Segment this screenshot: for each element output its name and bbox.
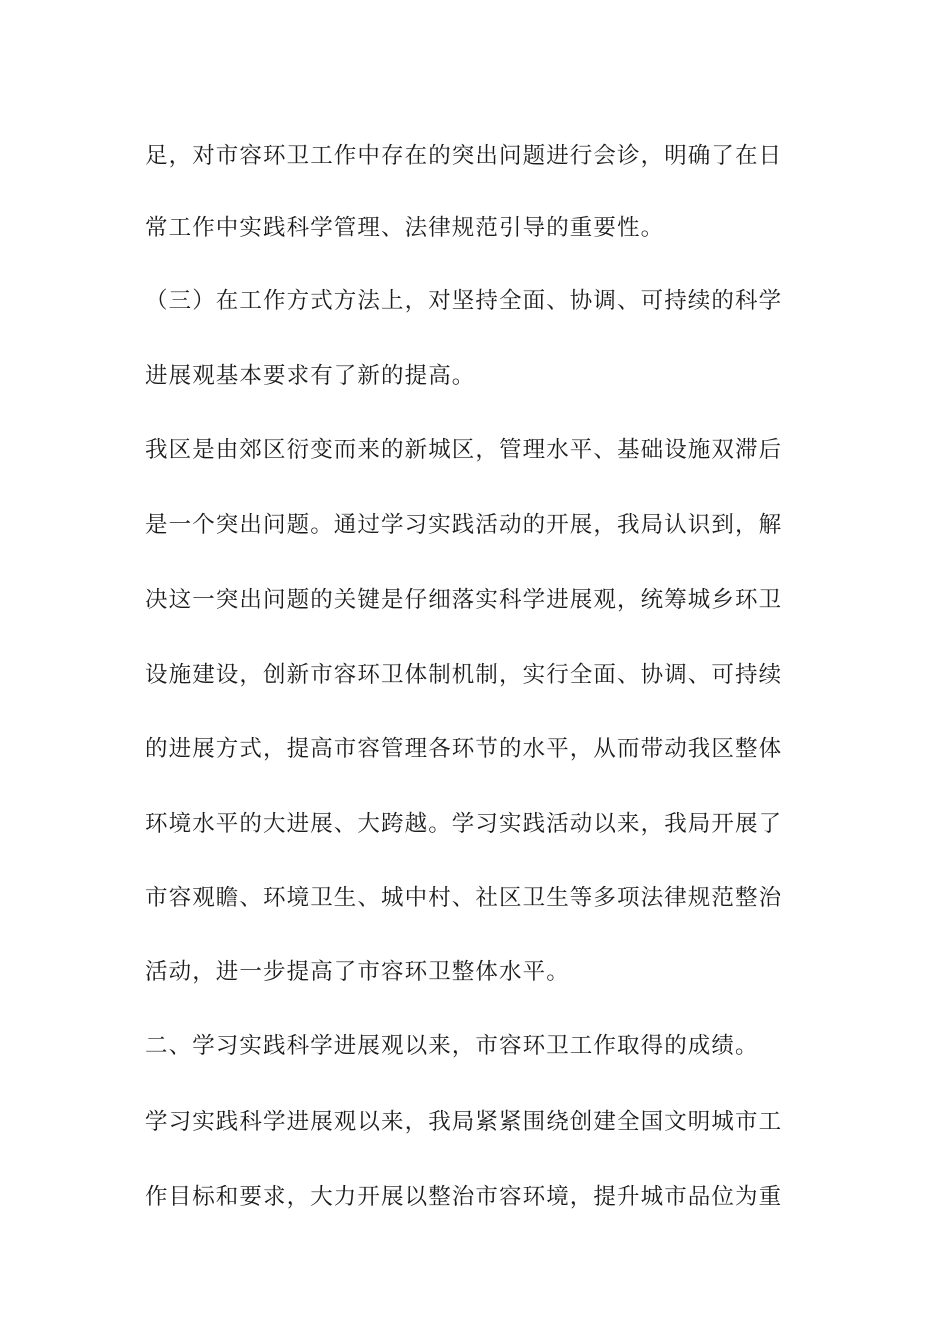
section-heading: 二、学习实践科学进展观以来，市容环卫工作取得的成绩。	[145, 1033, 759, 1059]
text-line: 决这一突出问题的关键是仔细落实科学进展观，统筹城乡环卫	[145, 587, 783, 613]
text-line: 活动，进一步提高了市容环卫整体水平。	[145, 959, 570, 985]
text-line: 作目标和要求，大力开展以整治市容环境，提升城市品位为重	[145, 1184, 783, 1210]
text-line: 足，对市容环卫工作中存在的突出问题进行会诊，明确了在日	[145, 143, 783, 169]
text-line: 学习实践科学进展观以来，我局紧紧围绕创建全国文明城市工	[145, 1109, 783, 1135]
text-line: 进展观基本要求有了新的提高。	[145, 363, 476, 389]
text-line: 的进展方式，提高市容管理各环节的水平，从而带动我区整体	[145, 736, 783, 762]
text-line: 环境水平的大进展、大跨越。学习实践活动以来，我局开展了	[145, 811, 783, 837]
text-line: 我区是由郊区衍变而来的新城区，管理水平、基础设施双滞后	[145, 437, 783, 463]
text-line: 是一个突出问题。通过学习实践活动的开展，我局认识到，解	[145, 512, 783, 538]
text-line: 设施建设，创新市容环卫体制机制，实行全面、协调、可持续	[145, 662, 783, 688]
text-line: 常工作中实践科学管理、法律规范引导的重要性。	[145, 215, 665, 241]
text-line: （三）在工作方式方法上，对坚持全面、协调、可持续的科学	[145, 288, 783, 314]
text-line: 市容观瞻、环境卫生、城中村、社区卫生等多项法律规范整治	[145, 885, 783, 911]
